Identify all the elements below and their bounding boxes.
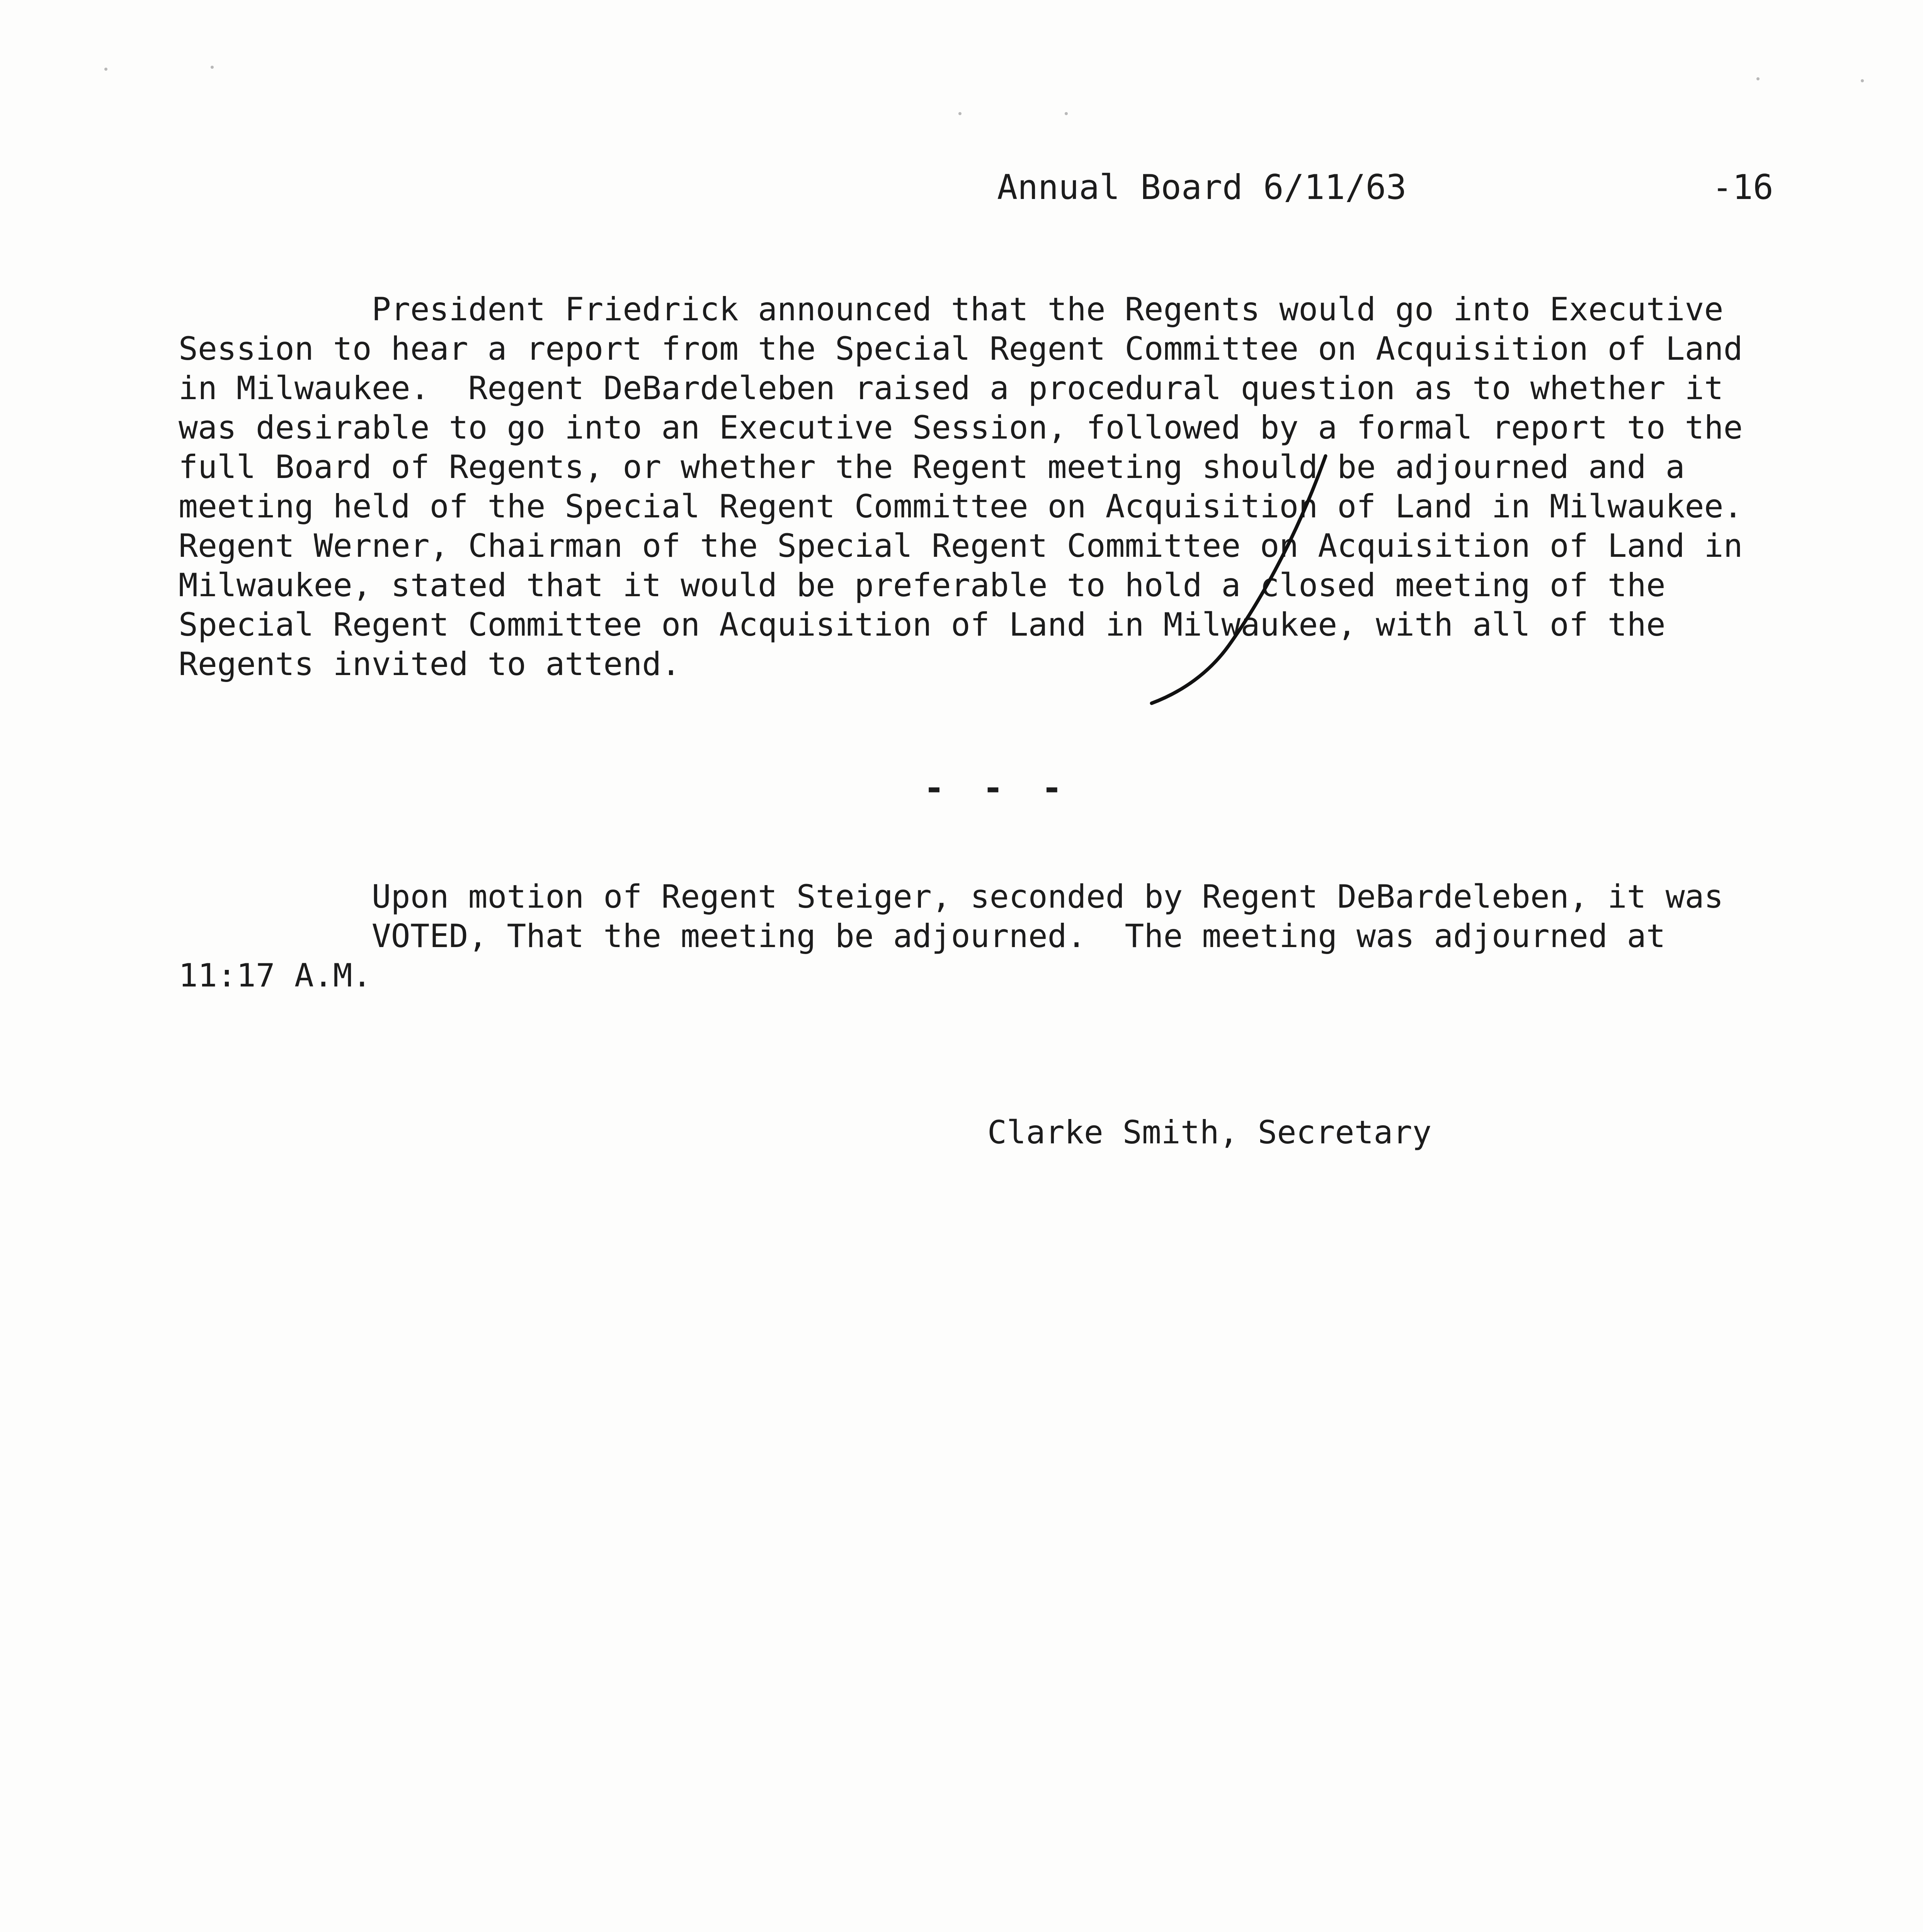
- header-title: Annual Board 6/11/63: [997, 167, 1407, 207]
- paper-speck: [1065, 112, 1068, 115]
- secretary-signature: Clarke Smith, Secretary: [987, 1114, 1432, 1151]
- header-page-number: -16: [1712, 167, 1773, 207]
- pen-stroke-mark: [1140, 452, 1341, 707]
- paper-speck: [958, 112, 962, 115]
- section-separator: - - -: [924, 768, 1071, 808]
- paragraph-executive-session: President Friedrick announced that the Regents would go into Executive Session to hear a report from the Special Regent Committee on Acquisition of Land in Milwaukee. Regent DeBardeleben raised a procedural question as to whether it was desirable to go into an Executive Session, followed by a formal report to the full Board of Regents, or whether the Regent meeting should be adjourned and a meeting held of the Special Regent Committee on Acquisition of Land in Milwaukee. Regent Werner, Chairman of the Special Regent Committee on Acquisition of Land in Milwaukee, stated that it would be preferable to hold a closed meeting of the Special Regent Committee on Acquisition of Land in Milwaukee, with all of the Regents invited to attend.: [179, 291, 1743, 683]
- paper-speck: [1756, 77, 1760, 80]
- paper-speck: [104, 68, 107, 71]
- paper-speck: [1861, 79, 1864, 82]
- paper-speck: [211, 66, 214, 69]
- paragraph-adjournment-motion: Upon motion of Regent Steiger, seconded by Regent DeBardeleben, it was VOTED, That the meeting be adjourned. The meeting was adjourned at 11:17 A.M.: [179, 878, 1724, 994]
